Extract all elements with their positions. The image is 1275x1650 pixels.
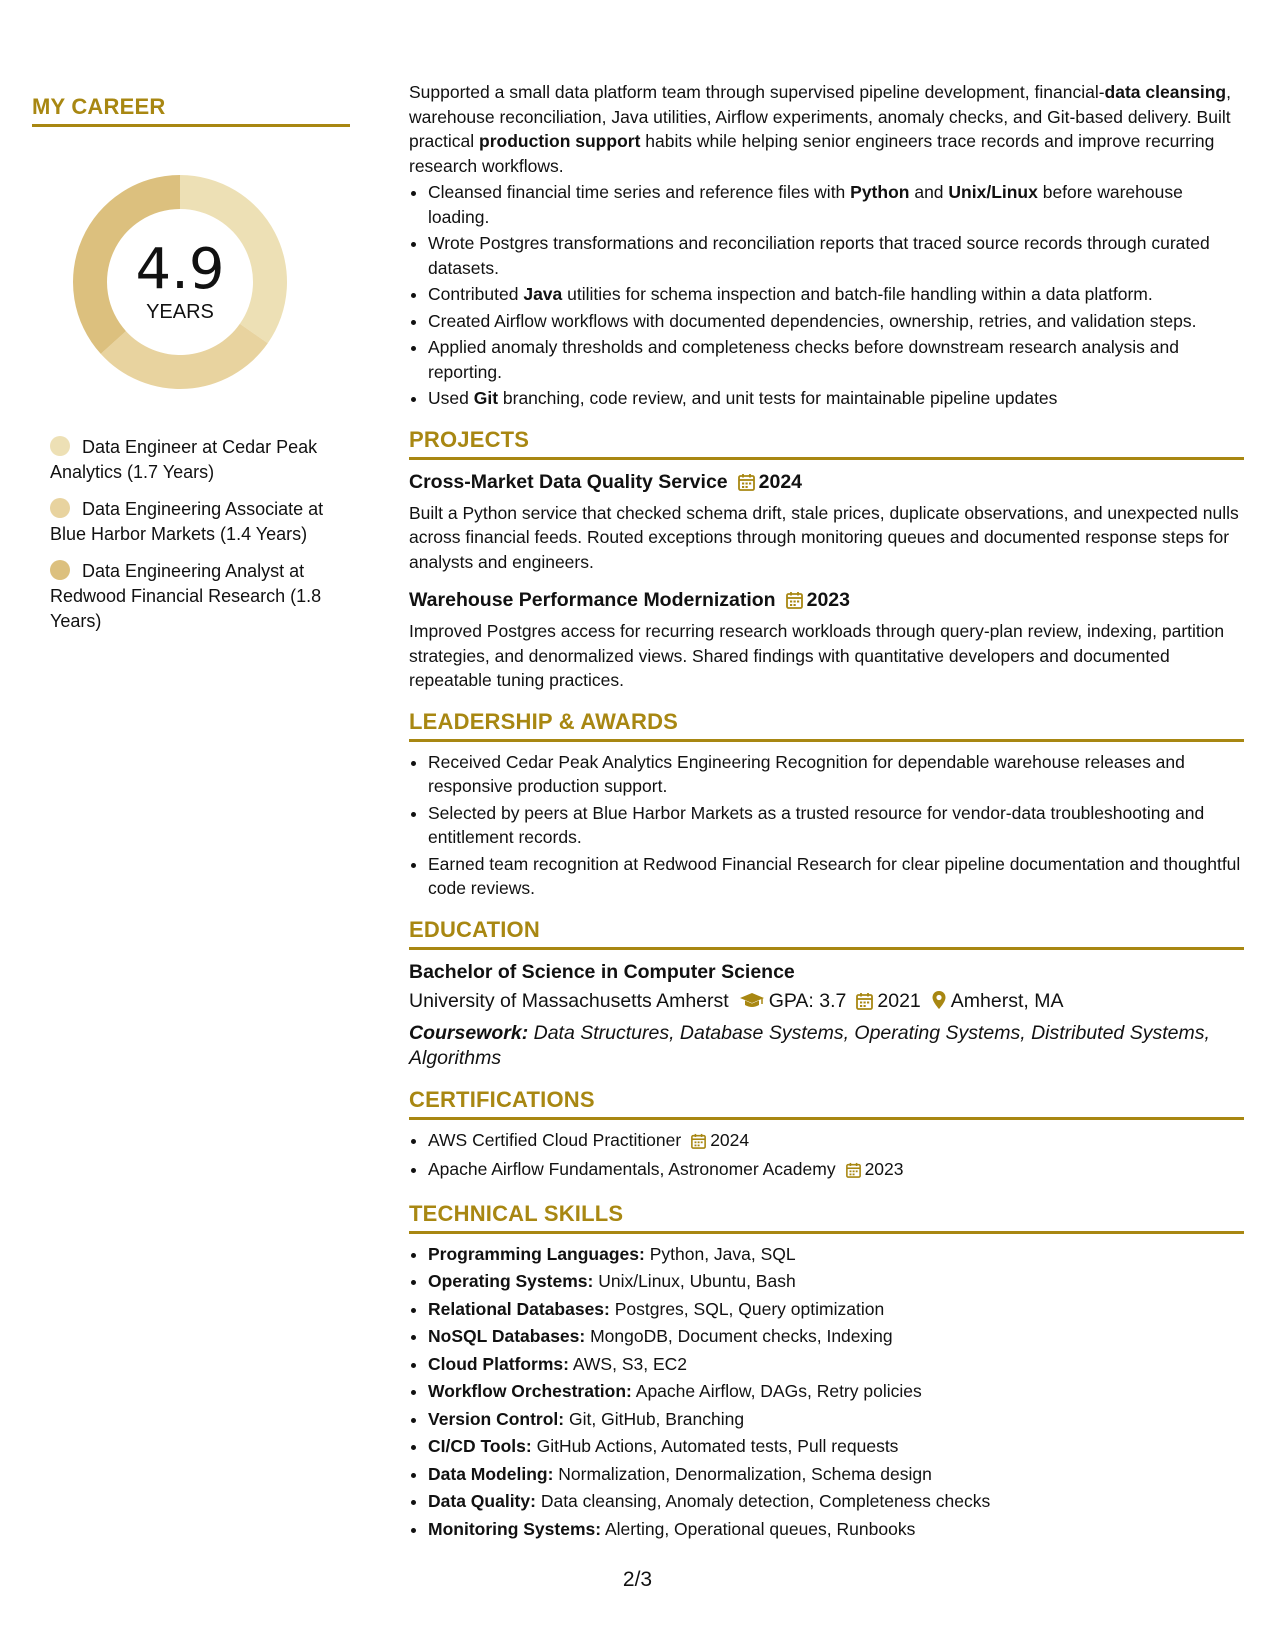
calendar-icon (691, 1131, 706, 1156)
skill-item: • Data Modeling: Normalization, Denormalization, Schema design (428, 1462, 1244, 1487)
project-item (409, 586, 1244, 693)
donut-center (65, 167, 295, 397)
certification-name: AWS Certified Cloud Practitioner (428, 1129, 682, 1150)
calendar-icon (856, 989, 873, 1019)
project-title-line (409, 468, 1244, 499)
coursework (409, 1021, 1244, 1071)
project-year: 2023 (806, 589, 850, 611)
skill-item: • Version Control: Git, GitHub, Branching (428, 1407, 1244, 1432)
coursework-label: Coursework: (409, 1021, 529, 1044)
legend-label: Data Engineering Analyst at Redwood Financial Research (1.8 Years) (50, 561, 322, 631)
legend-item-2 (50, 559, 330, 634)
certification-year: 2024 (710, 1129, 750, 1150)
project-title: Cross-Market Data Quality Service (409, 470, 728, 493)
experience-bullet: • Contributed Java utilities for schema inspection and batch-file handling within a data platform. (428, 282, 1244, 307)
total-years-unit: YEARS (146, 300, 214, 323)
experience-bullet: • Applied anomaly thresholds and completeness checks before downstream research analysis and reporting. (428, 335, 1244, 384)
legend-label: Data Engineering Associate at Blue Harbor Markets (1.4 Years) (50, 499, 324, 544)
career-sidebar (32, 94, 352, 646)
legend-dot (50, 560, 70, 580)
skill-item: • Cloud Platforms: AWS, S3, EC2 (428, 1352, 1244, 1377)
career-heading: MY CAREER (32, 94, 350, 127)
skill-item: • Data Quality: Data cleansing, Anomaly detection, Completeness checks (428, 1489, 1244, 1514)
experience-bullets (409, 180, 1244, 411)
legend-dot (50, 436, 70, 456)
leadership-list (409, 750, 1244, 901)
summary-text: habits while helping senior engineers trace records and improve recurring research workflows. (409, 131, 1215, 176)
summary-bold: data cleansing (1104, 82, 1227, 102)
legend-label: Data Engineer at Cedar Peak Analytics (1.7 Years) (50, 437, 318, 482)
project-title: Warehouse Performance Modernization (409, 589, 776, 611)
leadership-heading: LEADERSHIP & AWARDS (409, 709, 1244, 742)
summary-text: Supported a small data platform team through supervised pipeline development, financial- (409, 82, 1105, 102)
project-title-line (409, 586, 1244, 617)
skill-item: • Programming Languages: Python, Java, SQL (428, 1242, 1244, 1267)
education-location: Amherst, MA (950, 989, 1064, 1012)
certifications-heading: CERTIFICATIONS (409, 1087, 1244, 1120)
total-years-value: 4.9 (135, 236, 225, 302)
degree-title: Bachelor of Science in Computer Science (409, 960, 795, 983)
graduation-year: 2021 (877, 989, 921, 1012)
certification-item (428, 1157, 1244, 1185)
project-year: 2024 (758, 470, 803, 493)
experience-bullet: • Wrote Postgres transformations and reconciliation reports that traced source records through curated datasets. (428, 231, 1244, 280)
skill-item: • Monitoring Systems: Alerting, Operational queues, Runbooks (428, 1517, 1244, 1542)
graduation-cap-icon (739, 989, 765, 1019)
legend-item-0 (50, 435, 330, 485)
career-legend (50, 435, 330, 634)
skill-item: • NoSQL Databases: MongoDB, Document checks, Indexing (428, 1324, 1244, 1349)
education-heading: EDUCATION (409, 917, 1244, 950)
skills-list (409, 1242, 1244, 1542)
legend-dot (50, 498, 70, 518)
skill-item: • CI/CD Tools: GitHub Actions, Automated tests, Pull requests (428, 1434, 1244, 1459)
experience-bullet: • Cleansed financial time series and reference files with Python and Unix/Linux before warehouse loading. (428, 180, 1244, 229)
certification-name: Apache Airflow Fundamentals, Astronomer Academy (428, 1159, 836, 1179)
calendar-icon (846, 1160, 861, 1185)
summary-bold: production support (479, 131, 641, 151)
leadership-item: • Selected by peers at Blue Harbor Markets as a trusted resource for vendor-data troubleshooting and entitlement records. (428, 801, 1244, 850)
skills-heading: TECHNICAL SKILLS (409, 1201, 1244, 1234)
page-indicator: 2/3 (622, 1568, 653, 1591)
certifications-list (409, 1128, 1244, 1185)
certification-year: 2023 (864, 1159, 904, 1179)
experience-summary (409, 80, 1244, 178)
leadership-item: • Received Cedar Peak Analytics Engineering Recognition for dependable warehouse releases and responsive production support. (428, 750, 1244, 799)
calendar-icon (738, 471, 755, 499)
skill-item: • Relational Databases: Postgres, SQL, Query optimization (428, 1297, 1244, 1322)
leadership-item: • Earned team recognition at Redwood Financial Research for clear pipeline documentation and thoughtful code reviews. (428, 852, 1244, 901)
skill-item: • Operating Systems: Unix/Linux, Ubuntu, Bash (428, 1269, 1244, 1294)
experience-bullet: • Used Git branching, code review, and unit tests for maintainable pipeline updates (428, 386, 1244, 411)
projects-heading: PROJECTS (409, 427, 1244, 460)
skill-item: • Workflow Orchestration: Apache Airflow, DAGs, Retry policies (428, 1379, 1244, 1404)
project-description: Improved Postgres access for recurring research workloads through query-plan review, indexing, partition strategies, and denormalized views. Shared findings with quantitative developers and documented repeatable tuning practices. (409, 621, 1225, 690)
location-pin-icon (931, 989, 947, 1019)
main-content (409, 80, 1244, 1544)
experience-bullet: • Created Airflow workflows with documented dependencies, ownership, retries, and validation steps. (428, 309, 1244, 334)
coursework-list: Data Structures, Database Systems, Operating Systems, Distributed Systems, Algorithms (409, 1021, 1210, 1069)
calendar-icon (786, 589, 803, 617)
school-name: University of Massachusetts Amherst (409, 989, 729, 1012)
project-description: Built a Python service that checked schema drift, stale prices, duplicate observations, and unexpected nulls across financial feeds. Routed exceptions through monitoring queues and documented response steps for analysts and engineers. (409, 502, 1239, 572)
certification-item (428, 1128, 1244, 1156)
project-item (409, 468, 1244, 575)
legend-item-1 (50, 497, 330, 547)
career-donut-chart (65, 167, 295, 397)
summary-text: , warehouse reconciliation, Java utilities, Airflow experiments, anomaly checks, and Git-based delivery. Built practical (409, 82, 1231, 151)
gpa: GPA: 3.7 (768, 989, 847, 1012)
education-details (409, 986, 1244, 1019)
